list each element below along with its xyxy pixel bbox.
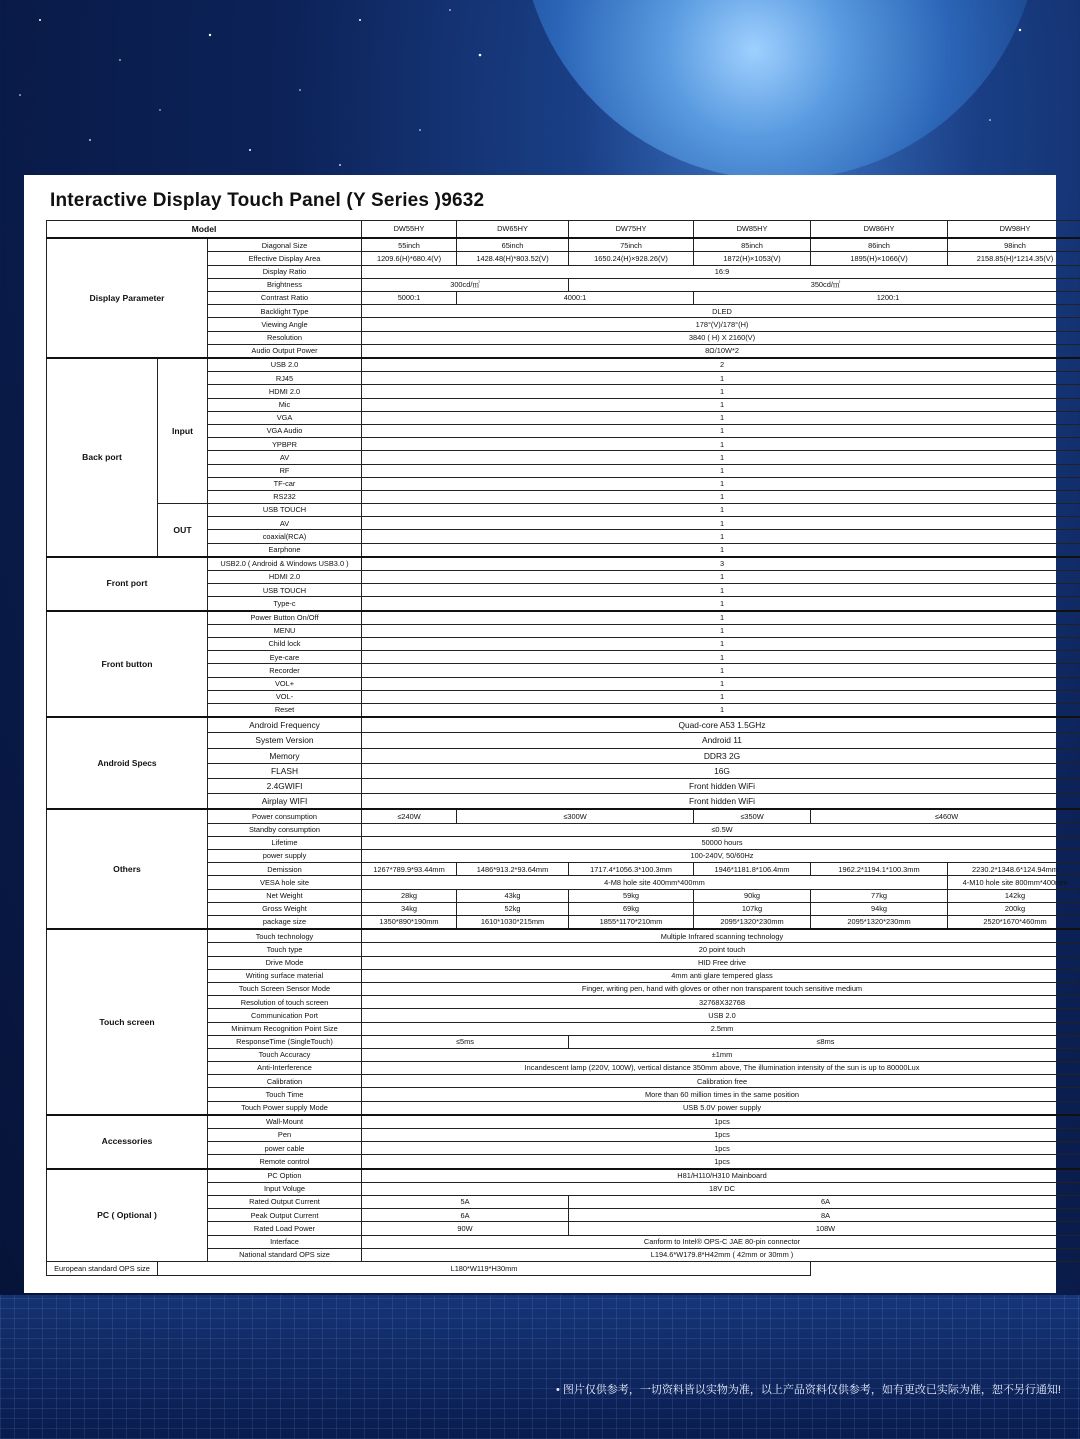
spec-value: 1 bbox=[362, 664, 1080, 677]
group-label-front-button: Front button bbox=[47, 611, 208, 718]
group-label-pc-optional: PC ( Optional ) bbox=[47, 1169, 208, 1262]
spec-label: USB TOUCH bbox=[208, 584, 362, 597]
spec-value: 90kg bbox=[694, 889, 811, 902]
model-name: DW75HY bbox=[569, 221, 694, 239]
group-label-front-port: Front port bbox=[47, 557, 208, 611]
background-grid bbox=[0, 1295, 1080, 1439]
spec-label: Anti-Interference bbox=[208, 1062, 362, 1075]
spec-value: USB 2.0 bbox=[362, 1009, 1080, 1022]
spec-label: Power Button On/Off bbox=[208, 611, 362, 625]
spec-label: 2.4GWIFI bbox=[208, 779, 362, 794]
spec-value: 1pcs bbox=[362, 1129, 1080, 1142]
spec-value: 1717.4*1056.3*100.3mm bbox=[569, 863, 694, 876]
spec-value: Finger, writing pen, hand with gloves or other non transparent touch sensitive medium bbox=[362, 982, 1080, 995]
spec-value: 55inch bbox=[362, 238, 457, 252]
spec-value: Incandescent lamp (220V, 100W), vertical distance 350mm above, The illumination intensity of the sun is up to 80000Lux bbox=[362, 1062, 1080, 1075]
spec-value: 28kg bbox=[362, 889, 457, 902]
table-row bbox=[47, 611, 1080, 625]
subgroup-label-input: Input bbox=[158, 358, 208, 504]
spec-label: VOL- bbox=[208, 690, 362, 703]
spec-label: VOL+ bbox=[208, 677, 362, 690]
spec-label: Eye-care bbox=[208, 651, 362, 664]
spec-label: Writing surface material bbox=[208, 969, 362, 982]
group-label-accessories: Accessories bbox=[47, 1115, 208, 1169]
spec-value: 1 bbox=[362, 703, 1080, 717]
spec-value: 85inch bbox=[694, 238, 811, 252]
spec-value: ≤5ms bbox=[362, 1035, 569, 1048]
table-row bbox=[47, 504, 1080, 517]
spec-value: H81/H110/H310 Mainboard bbox=[362, 1169, 1080, 1183]
spec-label: Lifetime bbox=[208, 836, 362, 849]
spec-value: 142kg bbox=[948, 889, 1080, 902]
spec-value: 1 bbox=[362, 597, 1080, 611]
spec-value: ±1mm bbox=[362, 1048, 1080, 1061]
spec-label: Child lock bbox=[208, 638, 362, 651]
spec-label: Wall-Mount bbox=[208, 1115, 362, 1129]
spec-value: 1 bbox=[362, 611, 1080, 625]
spec-value: 1 bbox=[362, 424, 1080, 437]
table-row bbox=[47, 238, 1080, 252]
group-label-back-port: Back port bbox=[47, 358, 158, 557]
model-name: DW85HY bbox=[694, 221, 811, 239]
spec-value: 8A bbox=[569, 1209, 1080, 1222]
table-row bbox=[47, 557, 1080, 571]
spec-value: 98inch bbox=[948, 238, 1080, 252]
spec-label: AV bbox=[208, 517, 362, 530]
spec-label: Memory bbox=[208, 748, 362, 763]
page-title: Interactive Display Touch Panel (Y Series )9632 bbox=[50, 190, 485, 211]
spec-value: 1pcs bbox=[362, 1142, 1080, 1155]
spec-value: 1 bbox=[362, 372, 1080, 385]
spec-label: Standby consumption bbox=[208, 823, 362, 836]
spec-label: Touch technology bbox=[208, 929, 362, 943]
spec-value: 2520*1670*460mm bbox=[948, 916, 1080, 930]
spec-label: VGA Audio bbox=[208, 424, 362, 437]
spec-label: Minimum Recognition Point Size bbox=[208, 1022, 362, 1035]
spec-value: 1 bbox=[362, 584, 1080, 597]
spec-label: RS232 bbox=[208, 490, 362, 503]
spec-value: ≤350W bbox=[694, 809, 811, 823]
group-label-display-parameter: Display Parameter bbox=[47, 238, 208, 358]
spec-value: 1650.24(H)×928.26(V) bbox=[569, 252, 694, 265]
spec-label: VGA bbox=[208, 411, 362, 424]
spec-value: 178°(V)/178°(H) bbox=[362, 318, 1080, 331]
spec-value: 1pcs bbox=[362, 1155, 1080, 1169]
spec-value: 1486*913.2*93.64mm bbox=[457, 863, 569, 876]
spec-value: ≤240W bbox=[362, 809, 457, 823]
spec-label: European standard OPS size bbox=[47, 1261, 158, 1275]
model-name: DW55HY bbox=[362, 221, 457, 239]
spec-value: 4-M10 hole site 800mm*400mm bbox=[948, 876, 1080, 889]
spec-value: 77kg bbox=[811, 889, 948, 902]
spec-value: 2 bbox=[362, 358, 1080, 372]
spec-value: L180*W119*H30mm bbox=[158, 1261, 811, 1275]
spec-label: Audio Output Power bbox=[208, 344, 362, 358]
spec-value: 43kg bbox=[457, 889, 569, 902]
spec-value: 3 bbox=[362, 557, 1080, 571]
spec-value: DLED bbox=[362, 305, 1080, 318]
table-row bbox=[47, 1115, 1080, 1129]
spec-label: National standard OPS size bbox=[208, 1248, 362, 1261]
spec-value: 6A bbox=[362, 1209, 569, 1222]
table-row bbox=[47, 1169, 1080, 1183]
spec-label: Touch type bbox=[208, 943, 362, 956]
spec-label: Rated Load Power bbox=[208, 1222, 362, 1235]
spec-value: 107kg bbox=[694, 902, 811, 915]
spec-value: 1 bbox=[362, 530, 1080, 543]
spec-value: Calibration free bbox=[362, 1075, 1080, 1088]
table-row bbox=[47, 809, 1080, 823]
spec-value: 1 bbox=[362, 385, 1080, 398]
spec-value: L194.6*W179.8*H42mm ( 42mm or 30mm ) bbox=[362, 1248, 1080, 1261]
spec-value: 1 bbox=[362, 571, 1080, 584]
spec-value: 1 bbox=[362, 517, 1080, 530]
spec-value: 5000:1 bbox=[362, 292, 457, 305]
spec-value: 2095*1320*230mm bbox=[694, 916, 811, 930]
group-label-others: Others bbox=[47, 809, 208, 929]
table-row bbox=[47, 358, 1080, 372]
spec-value: 100-240V, 50/60Hz bbox=[362, 850, 1080, 863]
spec-label: HDMI 2.0 bbox=[208, 385, 362, 398]
spec-label: Remote control bbox=[208, 1155, 362, 1169]
spec-value: 108W bbox=[569, 1222, 1080, 1235]
spec-label: Gross Weight bbox=[208, 902, 362, 915]
spec-label: Reset bbox=[208, 703, 362, 717]
spec-value: 86inch bbox=[811, 238, 948, 252]
spec-value: 18V DC bbox=[362, 1182, 1080, 1195]
spec-value: 1 bbox=[362, 398, 1080, 411]
spec-value: 2.5mm bbox=[362, 1022, 1080, 1035]
spec-value: 1 bbox=[362, 411, 1080, 424]
spec-value: Quad-core A53 1.5GHz bbox=[362, 717, 1080, 733]
footnote-text: 图片仅供参考，一切资料皆以实物为准，以上产品资料仅供参考，如有更改已实际为准，恕不另行通知! bbox=[562, 1384, 1061, 1396]
spec-label: Brightness bbox=[208, 278, 362, 291]
starfield-background bbox=[0, 0, 1080, 175]
spec-label: Touch Accuracy bbox=[208, 1048, 362, 1061]
spec-label: power cable bbox=[208, 1142, 362, 1155]
spec-value: 1267*789.9*93.44mm bbox=[362, 863, 457, 876]
group-label-android-specs: Android Specs bbox=[47, 717, 208, 809]
spec-value: 1 bbox=[362, 451, 1080, 464]
spec-value: ≤0.5W bbox=[362, 823, 1080, 836]
spec-value: 1 bbox=[362, 543, 1080, 557]
spec-value: 1610*1030*215mm bbox=[457, 916, 569, 930]
spec-value: 1 bbox=[362, 638, 1080, 651]
spec-label: Airplay WIFI bbox=[208, 794, 362, 810]
spec-label: USB TOUCH bbox=[208, 504, 362, 517]
spec-value: 16:9 bbox=[362, 265, 1080, 278]
spec-value: 1428.48(H)*803.52(V) bbox=[457, 252, 569, 265]
subgroup-label-out: OUT bbox=[158, 504, 208, 557]
spec-value: USB 5.0V power supply bbox=[362, 1101, 1080, 1115]
spec-label: Input Voluge bbox=[208, 1182, 362, 1195]
spec-value: 75inch bbox=[569, 238, 694, 252]
spec-value: 1209.6(H)*680.4(V) bbox=[362, 252, 457, 265]
spec-label: Drive Mode bbox=[208, 956, 362, 969]
spec-value: 69kg bbox=[569, 902, 694, 915]
spec-label: USB 2.0 bbox=[208, 358, 362, 372]
spec-value: 8Ω/10W*2 bbox=[362, 344, 1080, 358]
spec-label: ResponseTime (SingleTouch) bbox=[208, 1035, 362, 1048]
model-name: DW86HY bbox=[811, 221, 948, 239]
spec-sheet-panel bbox=[24, 175, 1068, 1293]
spec-value: 4-M8 hole site 400mm*400mm bbox=[362, 876, 948, 889]
spec-value: 1895(H)×1066(V) bbox=[811, 252, 948, 265]
model-header: Model bbox=[47, 221, 362, 239]
spec-value: 4000:1 bbox=[457, 292, 694, 305]
table-row bbox=[47, 717, 1080, 733]
spec-label: coaxial(RCA) bbox=[208, 530, 362, 543]
spec-label: Diagonal Size bbox=[208, 238, 362, 252]
spec-value: 20 point touch bbox=[362, 943, 1080, 956]
spec-value: 2158.85(H)*1214.35(V) bbox=[948, 252, 1080, 265]
spec-value: ≤300W bbox=[457, 809, 694, 823]
spec-value: 1350*890*190mm bbox=[362, 916, 457, 930]
spec-value: 4mm anti glare tempered glass bbox=[362, 969, 1080, 982]
spec-value: 1 bbox=[362, 651, 1080, 664]
spec-label: PC Option bbox=[208, 1169, 362, 1183]
spec-value: 1pcs bbox=[362, 1115, 1080, 1129]
spec-label: Pen bbox=[208, 1129, 362, 1142]
spec-label: Touch Power supply Mode bbox=[208, 1101, 362, 1115]
spec-value: 1 bbox=[362, 464, 1080, 477]
spec-table bbox=[46, 220, 1080, 1276]
spec-label: Effective Display Area bbox=[208, 252, 362, 265]
spec-value: 1 bbox=[362, 677, 1080, 690]
spec-label: YPBPR bbox=[208, 438, 362, 451]
spec-label: VESA hole site bbox=[208, 876, 362, 889]
spec-value: Multiple Infrared scanning technology bbox=[362, 929, 1080, 943]
spec-value: 1 bbox=[362, 490, 1080, 503]
spec-value: Android 11 bbox=[362, 733, 1080, 748]
spec-value: 1872(H)×1053(V) bbox=[694, 252, 811, 265]
spec-value: 2095*1320*230mm bbox=[811, 916, 948, 930]
spec-label: Earphone bbox=[208, 543, 362, 557]
spec-value: 59kg bbox=[569, 889, 694, 902]
spec-label: Backlight Type bbox=[208, 305, 362, 318]
spec-label: Net Weight bbox=[208, 889, 362, 902]
spec-value: 1 bbox=[362, 624, 1080, 637]
spec-value: 50000 hours bbox=[362, 836, 1080, 849]
spec-value: Front hidden WiFi bbox=[362, 794, 1080, 810]
spec-label: System Version bbox=[208, 733, 362, 748]
spec-label: Demission bbox=[208, 863, 362, 876]
spec-value: 1855*1170*210mm bbox=[569, 916, 694, 930]
spec-label: Type-c bbox=[208, 597, 362, 611]
spec-value: 1200:1 bbox=[694, 292, 1080, 305]
footnote: • 图片仅供参考，一切资料皆以实物为准，以上产品资料仅供参考，如有更改已实际为准，恕不另行通知! bbox=[556, 1384, 1061, 1396]
spec-value: 90W bbox=[362, 1222, 569, 1235]
group-label-touch-screen: Touch screen bbox=[47, 929, 208, 1115]
spec-label: RJ45 bbox=[208, 372, 362, 385]
spec-label: TF-car bbox=[208, 477, 362, 490]
spec-label: Display Ratio bbox=[208, 265, 362, 278]
spec-value: 52kg bbox=[457, 902, 569, 915]
spec-label: Interface bbox=[208, 1235, 362, 1248]
spec-value: 16G bbox=[362, 763, 1080, 778]
table-row bbox=[47, 1261, 1080, 1275]
spec-value: 1962.2*1194.1*100.3mm bbox=[811, 863, 948, 876]
spec-value: DDR3 2G bbox=[362, 748, 1080, 763]
spec-label: Resolution of touch screen bbox=[208, 996, 362, 1009]
spec-value: 65inch bbox=[457, 238, 569, 252]
model-name: DW98HY bbox=[948, 221, 1080, 239]
spec-value: 34kg bbox=[362, 902, 457, 915]
spec-value: 1946*1181.8*106.4mm bbox=[694, 863, 811, 876]
spec-label: Rated Output Current bbox=[208, 1196, 362, 1209]
spec-label: Viewing Angle bbox=[208, 318, 362, 331]
spec-value: 2230.2*1348.6*124.94mm bbox=[948, 863, 1080, 876]
spec-label: USB2.0 ( Android & Windows USB3.0 ) bbox=[208, 557, 362, 571]
spec-value: 32768X32768 bbox=[362, 996, 1080, 1009]
spec-value: 300cd/㎡ bbox=[362, 278, 569, 291]
spec-label: MENU bbox=[208, 624, 362, 637]
spec-value: 1 bbox=[362, 690, 1080, 703]
spec-label: Communication Port bbox=[208, 1009, 362, 1022]
spec-label: Peak Output Current bbox=[208, 1209, 362, 1222]
spec-label: Touch Time bbox=[208, 1088, 362, 1101]
table-row bbox=[47, 929, 1080, 943]
spec-label: RF bbox=[208, 464, 362, 477]
model-name: DW65HY bbox=[457, 221, 569, 239]
spec-label: Resolution bbox=[208, 331, 362, 344]
spec-value: 3840 ( H) X 2160(V) bbox=[362, 331, 1080, 344]
spec-label: Android Frequency bbox=[208, 717, 362, 733]
spec-label: Touch Screen Sensor Mode bbox=[208, 982, 362, 995]
spec-value: 5A bbox=[362, 1196, 569, 1209]
spec-value: ≤8ms bbox=[569, 1035, 1080, 1048]
spec-value: 1 bbox=[362, 477, 1080, 490]
spec-value: ≤460W bbox=[811, 809, 1080, 823]
spec-label: Recorder bbox=[208, 664, 362, 677]
spec-label: Mic bbox=[208, 398, 362, 411]
spec-value: 1 bbox=[362, 504, 1080, 517]
spec-label: HDMI 2.0 bbox=[208, 571, 362, 584]
spec-label: Contrast Ratio bbox=[208, 292, 362, 305]
spec-label: Power consumption bbox=[208, 809, 362, 823]
spec-value: 200kg bbox=[948, 902, 1080, 915]
spec-label: AV bbox=[208, 451, 362, 464]
spec-label: Calibration bbox=[208, 1075, 362, 1088]
spec-value: Front hidden WiFi bbox=[362, 779, 1080, 794]
spec-label: power supply bbox=[208, 850, 362, 863]
spec-value: HID Free drive bbox=[362, 956, 1080, 969]
spec-value: 6A bbox=[569, 1196, 1080, 1209]
spec-value: Canform to Intel® OPS-C JAE 80-pin connector bbox=[362, 1235, 1080, 1248]
spec-value: 94kg bbox=[811, 902, 948, 915]
table-header-row bbox=[47, 221, 1080, 239]
spec-label: package size bbox=[208, 916, 362, 930]
spec-value: More than 60 million times in the same position bbox=[362, 1088, 1080, 1101]
spec-value: 350cd/㎡ bbox=[569, 278, 1080, 291]
spec-value: 1 bbox=[362, 438, 1080, 451]
spec-label: FLASH bbox=[208, 763, 362, 778]
